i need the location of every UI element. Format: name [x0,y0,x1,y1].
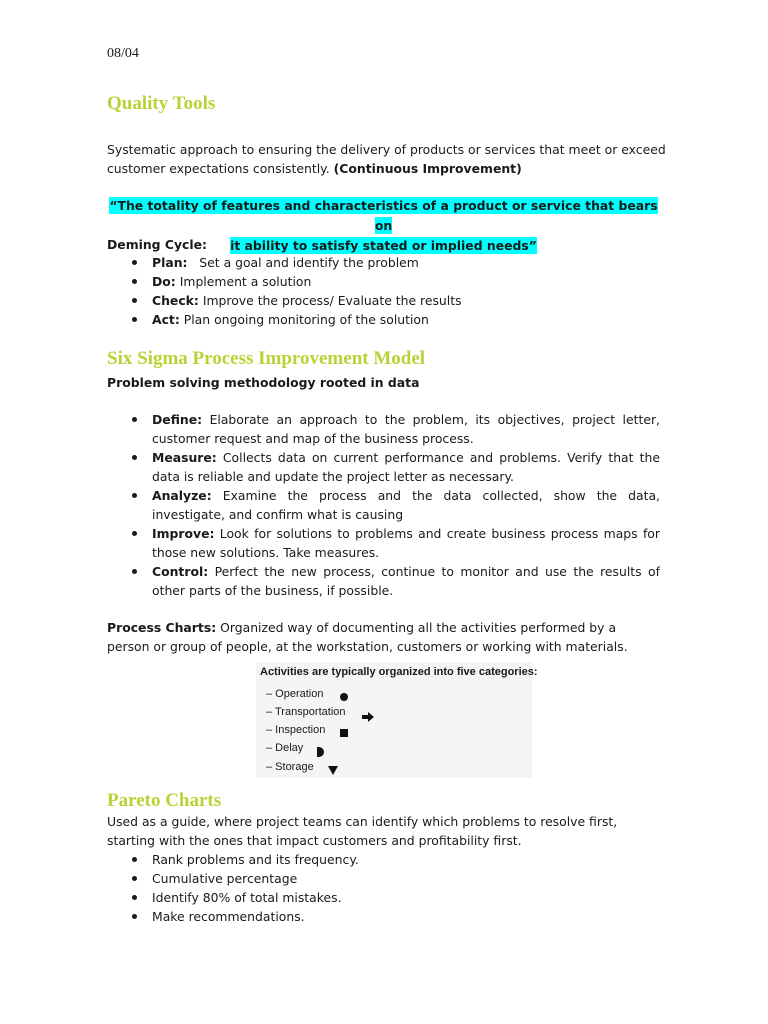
arrow-right-icon [362,712,374,722]
pareto-intro: Used as a guide, where project teams can identify which problems to resolve first, starting with the ones that impact customers and profitability first. [107,814,618,848]
list-item: Improve: Look for solutions to problems and create business process maps for those new solutions. Take measures. [107,524,660,562]
bullet-icon [132,857,137,862]
list-item: Cumulative percentage [107,869,359,888]
process-charts-term: Process Charts: [107,620,217,635]
deming-cycle-label: Deming Cycle: [107,237,207,252]
list-item: Plan: Set a goal and identify the problem [107,253,462,272]
activity-categories-figure [256,662,538,778]
six-sigma-subtitle: Problem solving methodology rooted in data [107,375,420,390]
bullet-icon [132,298,137,303]
figure-title: Activities are typically organized into five categories: [260,666,538,678]
list-item: Identify 80% of total mistakes. [107,888,359,907]
list-item: Act: Plan ongoing monitoring of the solution [107,310,462,329]
circle-icon [339,692,349,702]
list-item: Define: Elaborate an approach to the problem, its objectives, project letter, customer request and map of the business process. [107,410,660,448]
quote-line-1: “The totality of features and characteristics of a product or service that bears on [109,198,658,233]
list-item: Make recommendations. [107,907,359,926]
bullet-icon [132,493,137,498]
list-item: Measure: Collects data on current performance and problems. Verify that the data is reliable and update the project letter as necessary. [107,448,660,486]
process-charts-text: Organized way of documenting all the activities performed by a person or group of people, at the workstation, customers or working with materials. [107,620,628,654]
pareto-list [107,850,359,926]
list-item: Do: Implement a solution [107,272,462,291]
bullet-icon [132,455,137,460]
bullet-icon [132,279,137,284]
quote-line-2: it ability to satisfy stated or implied needs” [230,238,537,253]
bullet-icon [132,569,137,574]
bullet-icon [132,317,137,322]
heading-quality-tools: Quality Tools [107,93,216,114]
list-item: Check: Improve the process/ Evaluate the results [107,291,462,310]
six-sigma-steps-list [107,410,660,600]
bullet-icon [132,531,137,536]
bullet-icon [132,895,137,900]
d-shape-icon [316,747,324,757]
bullet-icon [132,417,137,422]
date: 08/04 [107,46,139,61]
quality-intro-text: Systematic approach to ensuring the delivery of products or services that meet or exceed customer expectations consistently. [107,142,666,176]
square-icon [340,729,349,738]
quality-intro [107,140,667,178]
quality-intro-bold: (Continuous Improvement) [333,161,522,176]
list-item: Control: Perfect the new process, continue to monitor and use the results of other parts of the business, if possible. [107,562,660,600]
figure-item-storage: – Storage [266,761,314,773]
process-charts-paragraph [107,618,660,656]
bullet-icon [132,260,137,265]
figure-item-operation: – Operation [266,688,324,700]
list-item: Analyze: Examine the process and the data collected, show the data, investigate, and confirm what is causing [107,486,660,524]
heading-six-sigma: Six Sigma Process Improvement Model [107,348,426,369]
bullet-icon [132,876,137,881]
figure-item-inspection: – Inspection [266,724,326,736]
figure-item-delay: – Delay [266,742,304,754]
deming-cycle-list [107,253,462,329]
heading-pareto-charts: Pareto Charts [107,790,222,811]
triangle-down-icon [328,766,338,775]
list-item: Rank problems and its frequency. [107,850,359,869]
figure-item-transportation: – Transportation [266,706,346,718]
bullet-icon [132,914,137,919]
